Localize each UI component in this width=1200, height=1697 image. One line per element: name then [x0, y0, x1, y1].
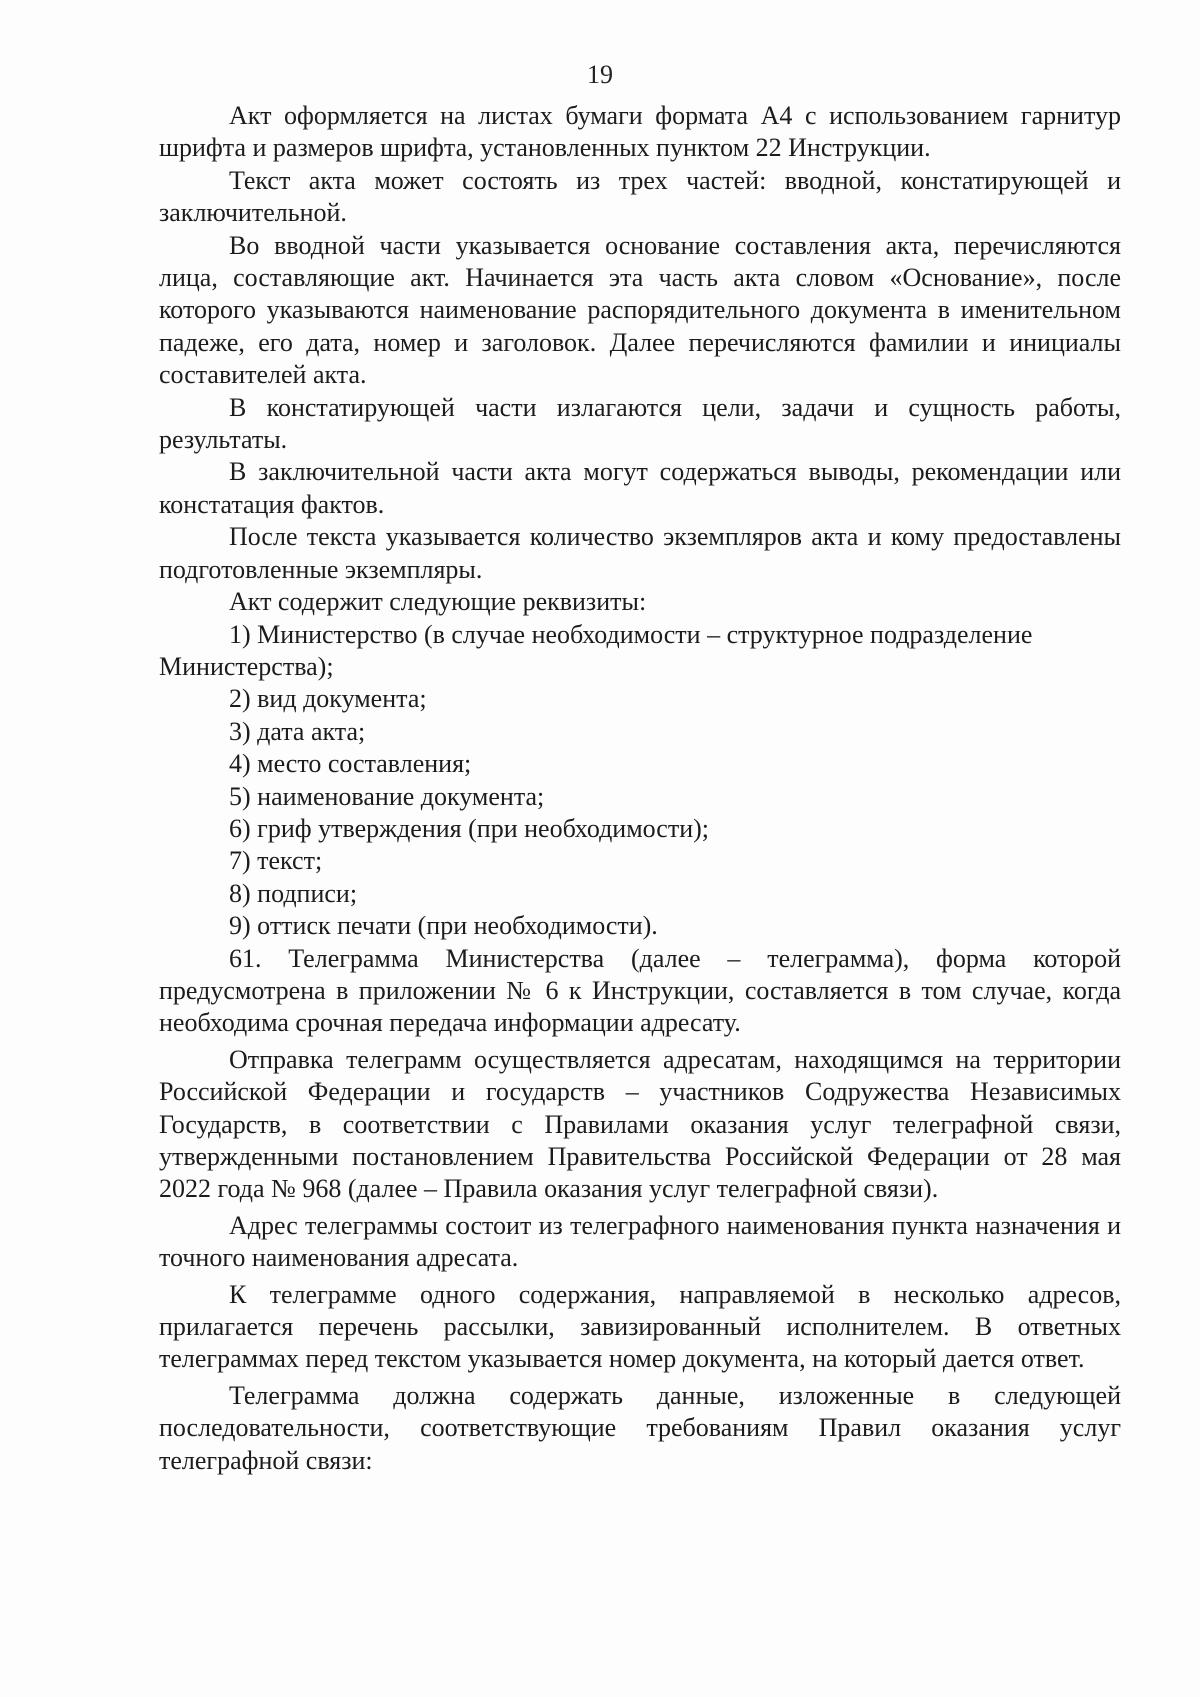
paragraph-telegram-contents: Телеграмма должна содержать данные, изложенные в следующей последовательности, соответствующие требованиям Правил оказания услуг телеграфной связи:: [159, 1380, 1121, 1475]
requisites-list: [159, 619, 1121, 943]
paragraph-format: Акт оформляется на листах бумаги формата А4 с использованием гарнитур шрифта и размеров шрифта, установленных пунктом 22 Инструкции.: [159, 101, 1121, 163]
list-item: 4) место составления;: [229, 749, 472, 779]
list-item: 1) Министерство (в случае необходимости – структурное подразделение Министерства);: [159, 619, 1033, 681]
paragraph-telegram-definition: 61. Телеграмма Министерства (далее – телеграмма), форма которой предусмотрена в приложении № 6 к Инструкции, составляется в том случае, когда необходима срочная передача информации адресату.: [159, 943, 1121, 1038]
paragraph-telegram-sending: Отправка телеграмм осуществляется адресатам, находящимся на территории Российской Федерации и государств – участников Содружества Независимых Государств, в соответствии с Правилами оказания услуг телеграфной связи, утвержденными постановлением Правительства Российской Федерации от 28 мая 2022 года № 968 (далее – Правила оказания услуг телеграфной связи).: [159, 1044, 1121, 1204]
list-item: 9) оттиск печати (при необходимости).: [229, 911, 658, 941]
list-item: 7) текст;: [229, 846, 323, 876]
paragraph-intro-part: Во вводной части указывается основание составления акта, перечисляются лица, составляющие акт. Начинается эта часть акта словом «Основание», после которого указываются наименование распорядительного документа в именительном падеже, его дата, номер и заголовок. Далее перечисляются фамилии и инициалы составителей акта.: [159, 230, 1121, 390]
paragraph-telegram-mailing: К телеграмме одного содержания, направляемой в несколько адресов, прилагается перечень рассылки, завизированный исполнителем. В ответных телеграммах перед текстом указывается номер документа, на который дается ответ.: [159, 1279, 1121, 1374]
list-item: 3) дата акта;: [229, 716, 366, 746]
list-item: 8) подписи;: [229, 878, 358, 908]
paragraph-telegram-address: Адрес телеграммы состоит из телеграфного наименования пункта назначения и точного наименования адресата.: [159, 1210, 1121, 1273]
paragraph-stating-part: В констатирующей части излагаются цели, задачи и сущность работы, результаты.: [159, 392, 1121, 455]
paragraph-final-part: В заключительной части акта могут содержаться выводы, рекомендации или констатация фактов.: [159, 457, 1121, 519]
paragraph-requisites-intro: Акт содержит следующие реквизиты:: [229, 587, 647, 617]
list-item: 5) наименование документа;: [229, 781, 545, 811]
list-item: 6) гриф утверждения (при необходимости);: [229, 813, 710, 843]
paragraph-text-parts: Текст акта может состоять из трех частей: вводной, констатирующей и заключительной.: [159, 165, 1121, 228]
list-item: 2) вид документа;: [229, 684, 427, 714]
page-content: [159, 100, 1121, 1477]
page-number: 19: [587, 60, 613, 89]
paragraph-copies: После текста указывается количество экземпляров акта и кому предоставлены подготовленные экземпляры.: [159, 522, 1121, 584]
